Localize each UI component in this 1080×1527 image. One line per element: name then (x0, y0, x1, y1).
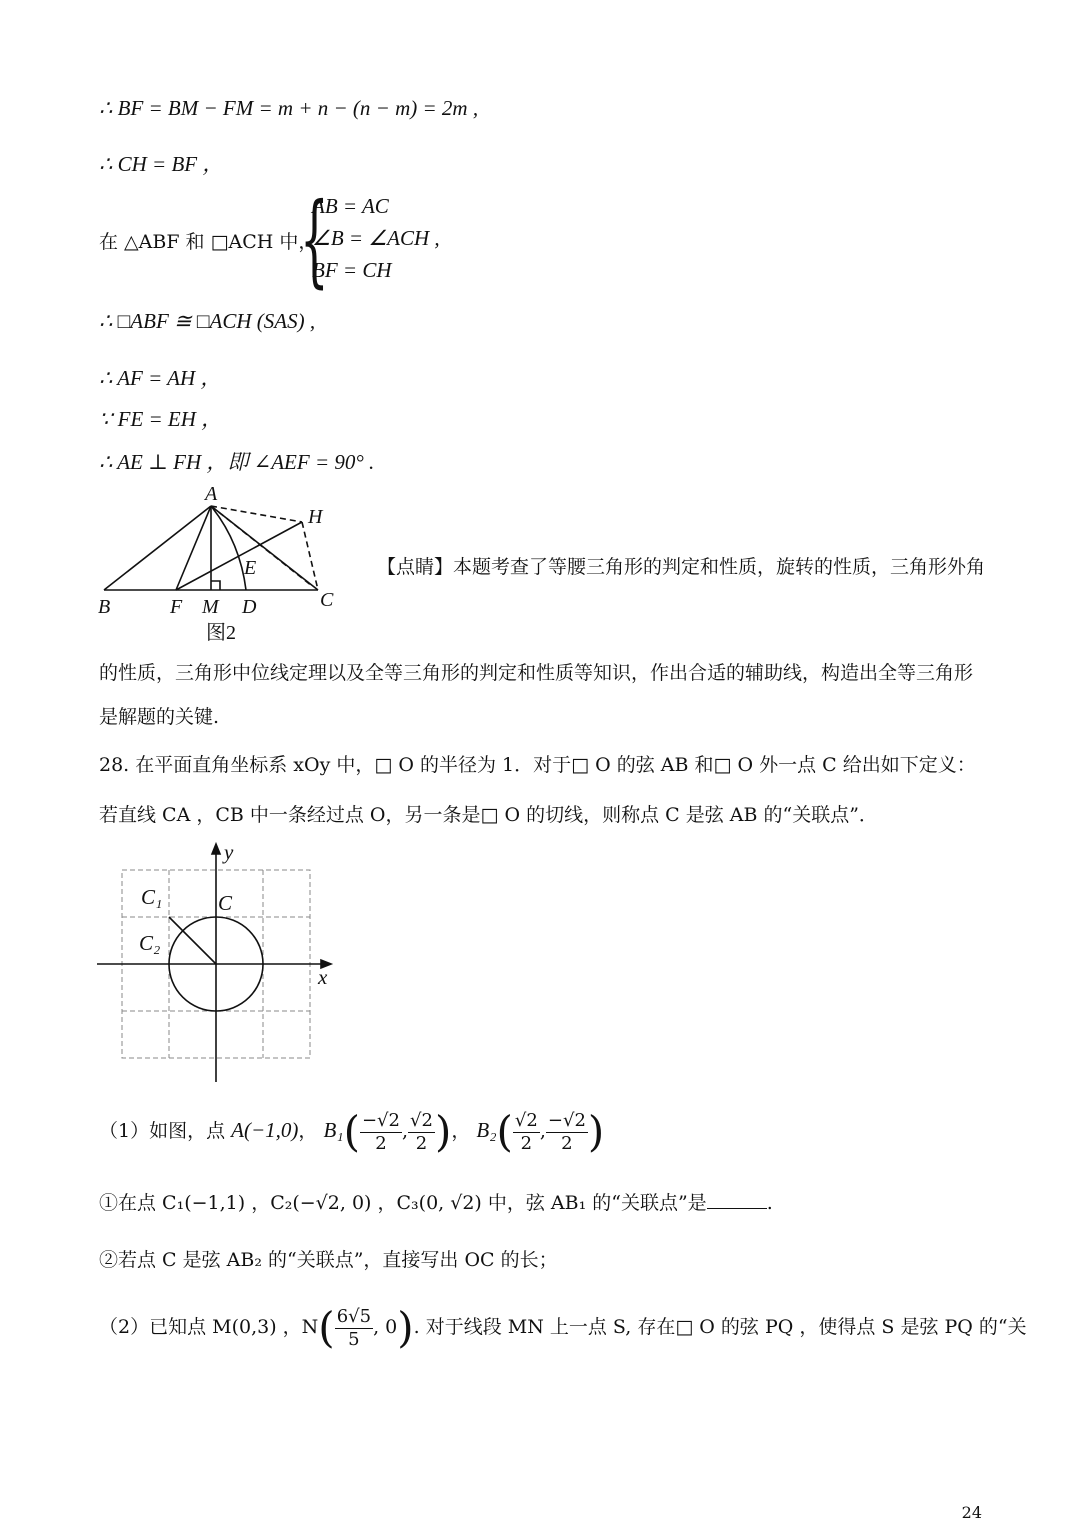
system-eq-2: ∠B = ∠ACH , (312, 226, 440, 250)
part1-prefix: （1）如图，点 (99, 1120, 226, 1142)
answer-blank (707, 1190, 767, 1209)
proof-line-6: ∵ FE = EH ， (99, 407, 223, 431)
comment-head: 【点睛】本题考查了等腰三角形的判定和性质，旋转的性质，三角形外角 (377, 556, 986, 578)
label-d: D (242, 596, 257, 618)
label-h: H (308, 506, 323, 528)
comment-body-1: 的性质，三角形中位线定理以及全等三角形的判定和性质等知识，作出合适的辅助线，构造出全等三角形 (99, 662, 974, 684)
figure-caption: 图2 (206, 622, 236, 644)
proof-line-7: ∴ AE ⊥ FH ，即 ∠AEF = 90° . (99, 450, 375, 474)
b2-x-num: √2 (514, 1109, 538, 1131)
page-number: 24 (961, 1503, 982, 1522)
label-b: B (98, 596, 111, 618)
q1-text: ①在点 C₁(−1,1) ，C₂(−√2, 0) ，C₃(0, √2) 中，弦 AB₁ 的“关联点”是 (99, 1192, 707, 1214)
proof-line-1: ∴ BF = BM − FM = m + n − (n − m) = 2m , (99, 96, 479, 120)
label-m: M (202, 596, 219, 618)
y-axis-arrow (212, 844, 220, 854)
proof-line-4: ∴ □ABF ≅ □ACH (SAS) , (99, 309, 316, 333)
n-x-den: 5 (348, 1328, 360, 1350)
equation-system (312, 190, 440, 286)
label-c: C (320, 589, 334, 611)
label-f: F (170, 596, 183, 618)
point-b2-label: B₂ (476, 1118, 497, 1142)
comment-body-2: 是解题的关键. (99, 706, 220, 728)
part2-suffix: . 对于线段 MN 上一点 S, 存在□ O 的弦 PQ ，使得点 S 是弦 PQ 的“关 (413, 1316, 1027, 1338)
coordinate-grid-figure (95, 840, 340, 1088)
part1-line: （1）如图，点 A(−1,0)， B₁( $\frac{-√2}{2}$ , $\frac{√2}{2}$ )， B₂( $\frac{√2}{2}$ , $\frac{-√2}{2}$ ) (99, 1107, 605, 1156)
part2-line: （2）已知点 M(0,3) ，N( $\frac{6√5}{5}$ , 0). 对于线段 MN 上一点 S, 存在□ O 的弦 PQ ，使得点 S 是弦 PQ 的“关 (99, 1303, 1027, 1352)
right-angle-mark (211, 581, 220, 590)
arc-ad (211, 506, 246, 590)
b1-y-den: 2 (415, 1132, 428, 1154)
part1-question-2: ②若点 C 是弦 AB₂ 的“关联点”，直接写出 OC 的长； (99, 1249, 558, 1271)
proof-line-3-prefix: 在 △ABF 和 □ACH 中， (99, 231, 318, 253)
q28-line-1: 28. 在平面直角坐标系 xOy 中，□ O 的半径为 1．对于□ O 的弦 AB 和□ O 外一点 C 给出如下定义： (99, 754, 976, 776)
line-ah (211, 506, 302, 522)
proof-line-2: ∴ CH = BF ， (99, 152, 224, 176)
n-x-num: 6√5 (336, 1305, 372, 1327)
b1-x-num: −√2 (361, 1109, 400, 1131)
b2-y-den: 2 (561, 1132, 573, 1154)
b1-y-num: √2 (410, 1109, 433, 1131)
b2-y-num: −√2 (547, 1109, 586, 1131)
label-c1: C₁ (141, 885, 163, 909)
point-b1-label: B₁ (323, 1118, 344, 1142)
line-af (176, 506, 211, 590)
line-ab (104, 506, 211, 590)
label-circle-c: C (218, 891, 233, 915)
q1-end: . (766, 1192, 773, 1214)
line-fh (176, 522, 302, 590)
system-brace: { (300, 181, 329, 298)
point-a: A(−1,0) (231, 1118, 299, 1142)
q28-line-2: 若直线 CA ，CB 中一条经过点 O，另一条是□ O 的切线，则称点 C 是弦 AB 的“关联点”． (99, 804, 878, 826)
part1-question-1 (99, 1188, 773, 1215)
figure-2 (90, 482, 350, 647)
label-c2: C₂ (139, 931, 161, 955)
system-eq-1: AB = AC (312, 194, 389, 218)
axis-label-x: x (318, 965, 328, 989)
label-a: A (205, 483, 218, 505)
n-rest: , 0 (373, 1316, 398, 1338)
axis-label-y: y (224, 840, 234, 864)
system-eq-3: BF = CH (312, 258, 392, 282)
label-e: E (244, 557, 257, 579)
b1-x-den: 2 (375, 1132, 387, 1154)
b2-x-den: 2 (520, 1132, 533, 1154)
part2-prefix: （2）已知点 M(0,3) ，N (99, 1316, 319, 1338)
proof-line-5: ∴ AF = AH ， (99, 366, 222, 390)
